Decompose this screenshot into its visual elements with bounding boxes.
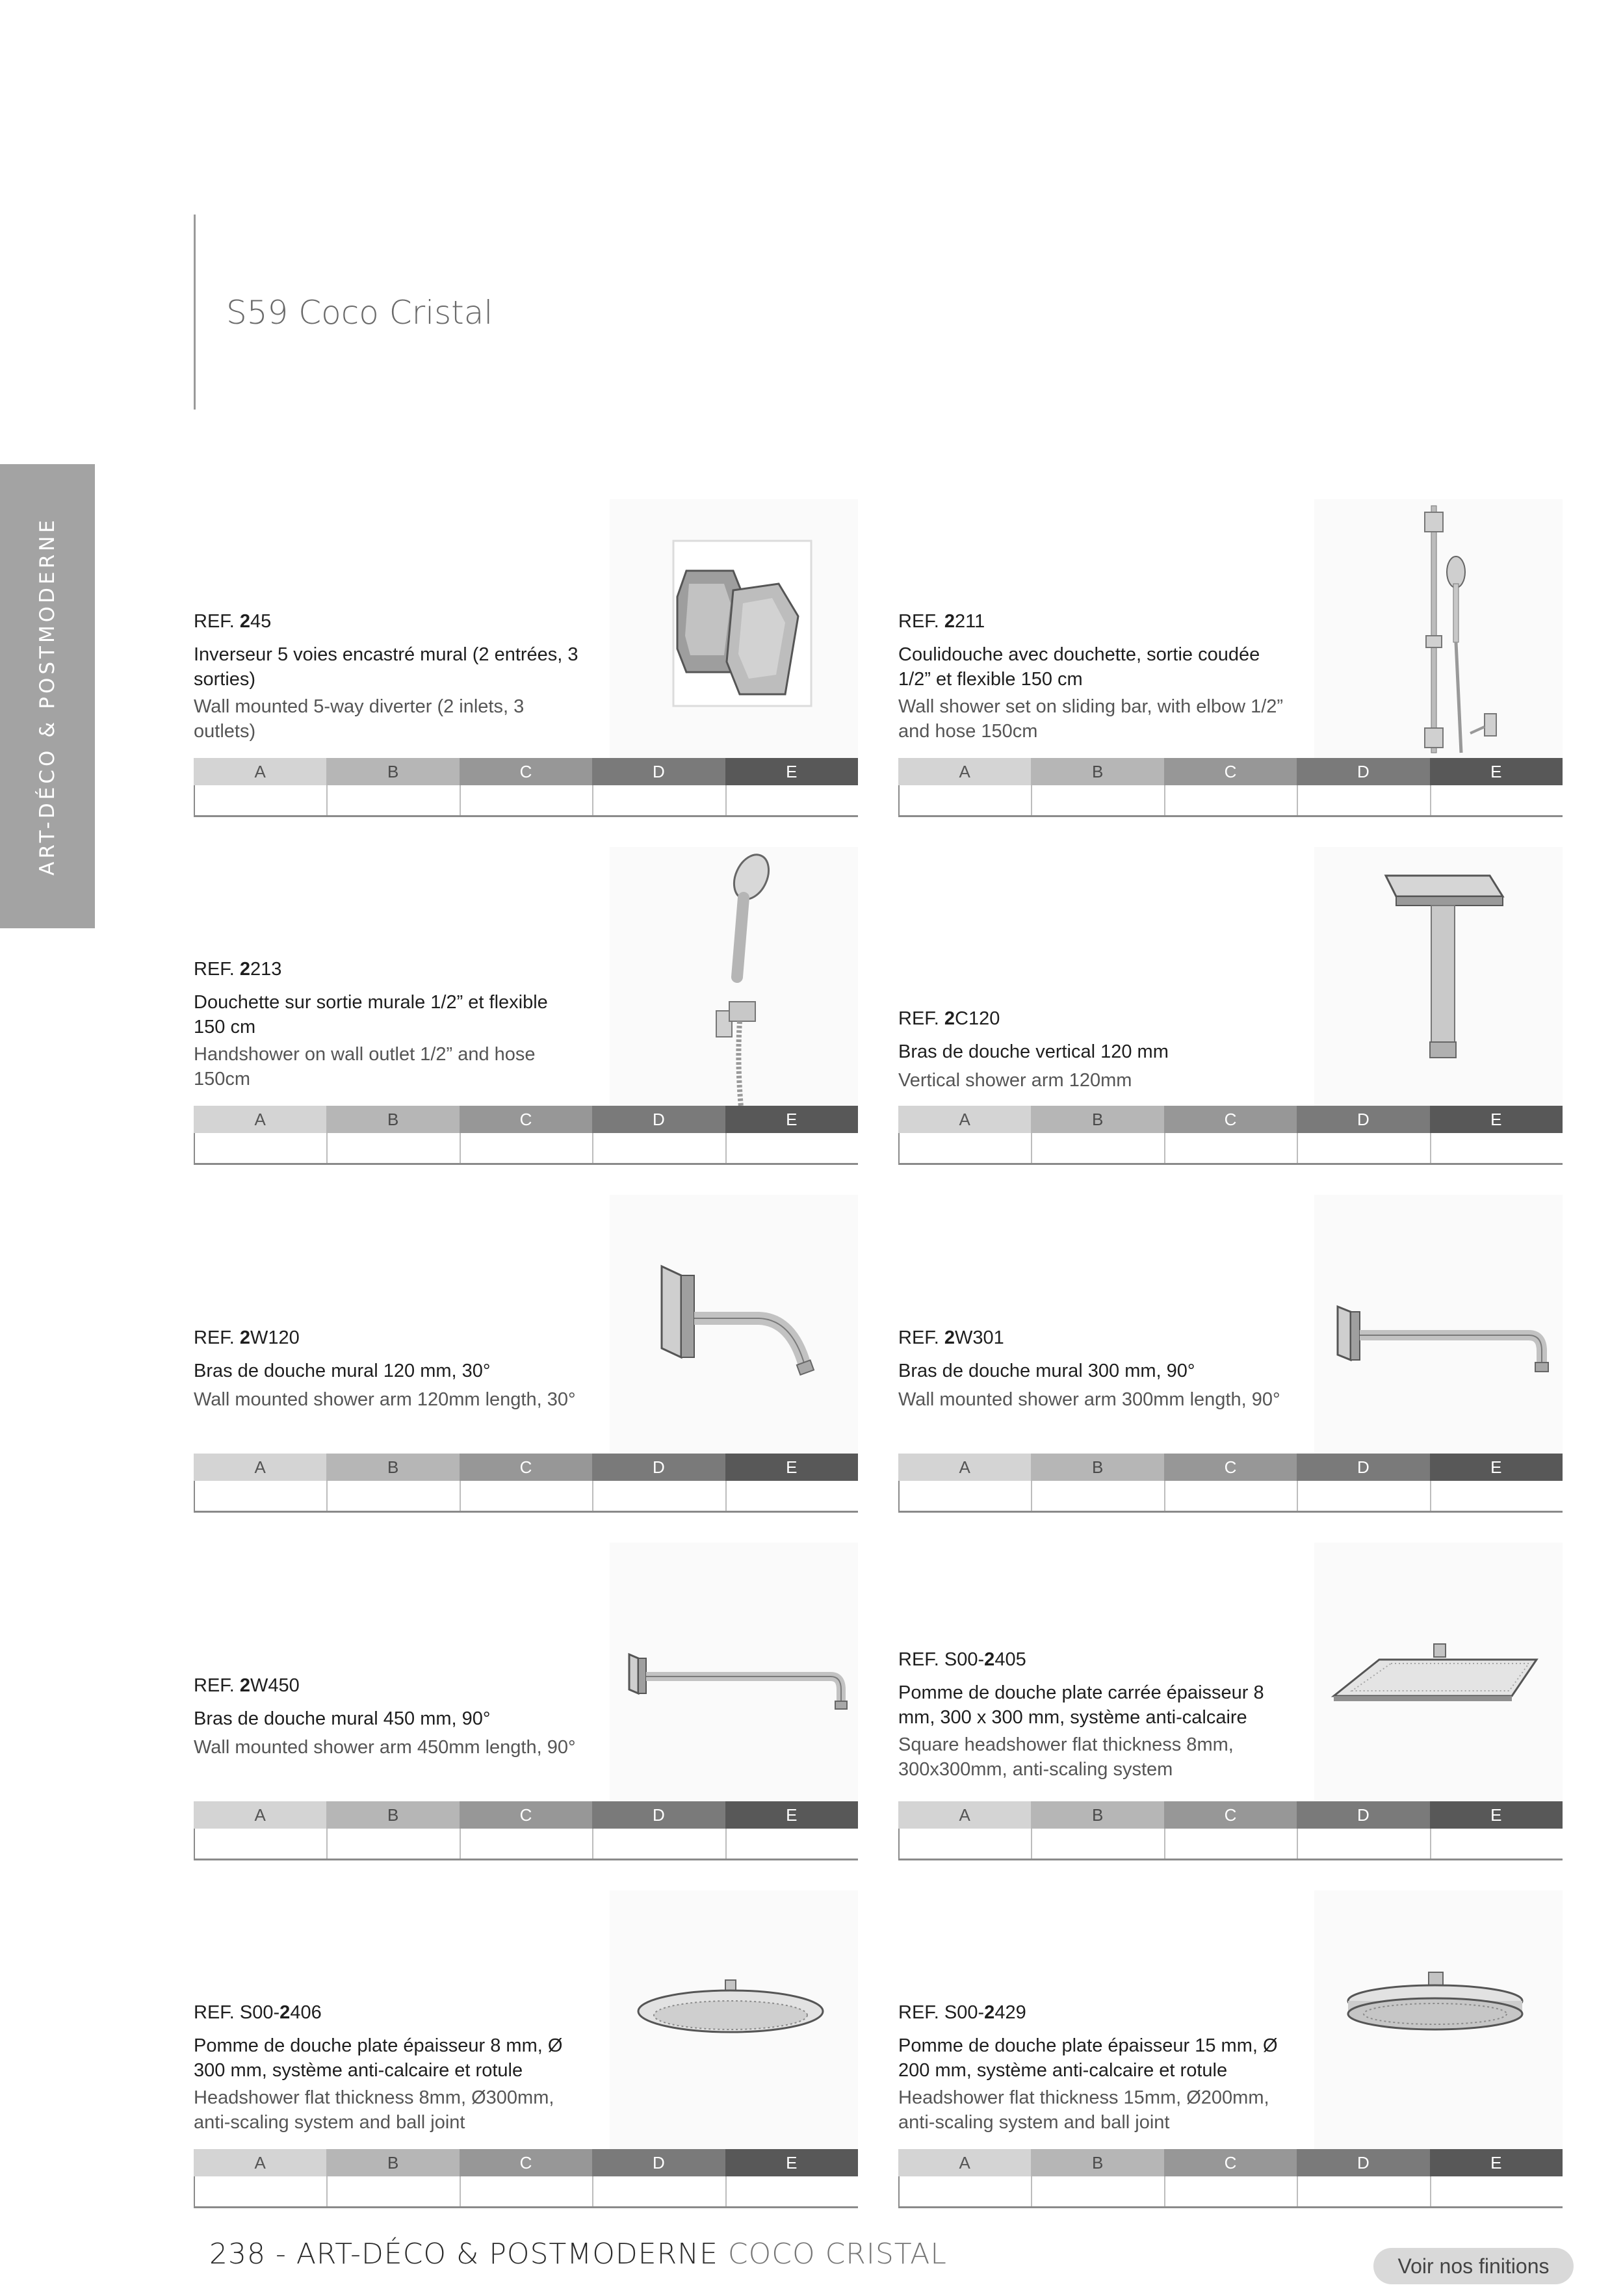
footer-page-label: 238 - ART-DÉCO & POSTMODERNE [209,2237,718,2271]
grade-cell [1164,2176,1297,2206]
handshower-icon [610,847,858,1107]
product-desc-en: Handshower on wall outlet 1/2” and hose 150cm [194,1044,536,1089]
grade-cell [1430,2176,1563,2206]
grade-cell [194,1481,326,1511]
product-image [610,1890,858,2150]
grade-cell [725,2176,858,2206]
sliding-bar-icon [1314,499,1563,759]
grade-label: E [725,1801,858,1829]
grade-cell [326,785,459,815]
grade-cell [460,1133,592,1163]
grade-label: E [1430,1106,1563,1133]
grade-cell [1031,1133,1163,1163]
grade-label: A [194,758,326,785]
grade-label: A [898,1454,1031,1481]
grade-table [898,1454,1563,1512]
grade-label: C [460,1801,592,1829]
grade-label: B [326,1801,459,1829]
product-ref: REF. 2211 [898,611,985,632]
grade-table [194,1454,858,1512]
product-image [1314,847,1563,1107]
grade-cell [1297,1481,1429,1511]
grade-label: B [1031,1106,1163,1133]
grade-label: C [1164,2149,1297,2176]
product-desc-en: Headshower flat thickness 15mm, Ø200mm, anti-scaling system and ball joint [898,2087,1269,2133]
grade-cell [1430,1481,1563,1511]
grade-cell [194,1133,326,1163]
page-footer [209,2237,947,2271]
product-ref: REF. 2W120 [194,1327,300,1348]
grade-cell [898,1133,1031,1163]
grade-cell [460,2176,592,2206]
round-headshower-icon [610,1890,858,2150]
product-desc-fr: Pomme de douche plate carrée épaisseur 8 mm, 300 x 300 mm, système anti-calcaire [898,1682,1264,1728]
grade-label: B [326,2149,459,2176]
grade-cell [592,785,725,815]
product-desc-fr: Douchette sur sortie murale 1/2” et flexible 150 cm [194,992,548,1037]
grade-label: A [194,1106,326,1133]
grade-label: D [592,758,725,785]
grade-label: E [725,1106,858,1133]
product-image [1314,499,1563,759]
grade-label: B [1031,758,1163,785]
product-image [1314,1195,1563,1455]
grade-label: A [898,758,1031,785]
product-ref: REF. S00-2405 [898,1649,1026,1670]
grade-cell [1430,1829,1563,1859]
product-desc-en: Wall mounted 5-way diverter (2 inlets, 3 outlets) [194,696,525,742]
grade-table [898,1801,1563,1860]
grade-cell [1297,1829,1429,1859]
product-ref: REF. 2W301 [898,1327,1004,1348]
grade-table [194,1106,858,1164]
grade-label: D [1297,758,1429,785]
grade-cell [194,785,326,815]
grade-label: C [1164,1106,1297,1133]
grade-cell [1297,2176,1429,2206]
grade-cell [326,1133,459,1163]
grade-cell [1031,2176,1163,2206]
grade-cell [1297,1133,1429,1163]
product-ref: REF. 2213 [194,959,282,980]
grade-label: E [1430,1454,1563,1481]
product-image [1314,1543,1563,1803]
grade-label: D [592,1801,725,1829]
grade-label: D [1297,2149,1429,2176]
grade-table [194,2149,858,2208]
grade-cell [1164,785,1297,815]
product-image [610,1195,858,1455]
product-desc-fr: Bras de douche mural 120 mm, 30° [194,1361,491,1381]
product-desc-fr: Bras de douche mural 450 mm, 90° [194,1708,491,1729]
grade-cell [592,2176,725,2206]
grade-cell [460,785,592,815]
diverter-icon [610,499,858,759]
grade-cell [725,1481,858,1511]
grade-label: C [1164,1454,1297,1481]
grade-label: E [725,1454,858,1481]
product-image [1314,1890,1563,2150]
grade-label: D [592,1106,725,1133]
product-desc-fr: Bras de douche mural 300 mm, 90° [898,1361,1195,1381]
grade-label: B [1031,2149,1163,2176]
grade-cell [898,1829,1031,1859]
grade-cell [1430,785,1563,815]
grade-table [898,758,1563,816]
grade-label: E [1430,2149,1563,2176]
grade-label: E [725,758,858,785]
grade-label: A [898,2149,1031,2176]
ceiling-arm-icon [1314,847,1563,1107]
grade-cell [460,1481,592,1511]
product-image [610,847,858,1107]
grade-label: A [194,1454,326,1481]
grade-label: C [460,1454,592,1481]
product-desc-fr: Inverseur 5 voies encastré mural (2 entrées, 3 sorties) [194,644,578,690]
grade-cell [898,2176,1031,2206]
grade-label: C [460,758,592,785]
grade-cell [460,1829,592,1859]
view-finishes-button[interactable]: Voir nos finitions [1373,2248,1574,2284]
wall-arm-30-icon [610,1195,858,1455]
grade-cell [592,1133,725,1163]
page-title: S59 Coco Cristal [226,294,493,332]
grade-cell [1031,1481,1163,1511]
grade-cell [898,1481,1031,1511]
grade-table [898,1106,1563,1164]
wall-arm-90-icon [1314,1195,1563,1455]
grade-label: A [194,1801,326,1829]
grade-cell [194,2176,326,2206]
grade-cell [1031,785,1163,815]
wall-arm-90-long-icon [610,1543,858,1803]
square-headshower-icon [1314,1543,1563,1803]
grade-cell [326,1481,459,1511]
side-tab-label: ART-DÉCO & POSTMODERNE [36,517,59,876]
round-headshower-small-icon [1314,1890,1563,2150]
grade-label: E [725,2149,858,2176]
grade-label: B [326,1106,459,1133]
product-ref: REF. S00-2406 [194,2002,322,2023]
grade-cell [1164,1829,1297,1859]
product-ref: REF. S00-2429 [898,2002,1026,2023]
grade-cell [1297,785,1429,815]
grade-label: D [1297,1106,1429,1133]
grade-cell [592,1829,725,1859]
grade-label: A [194,2149,326,2176]
product-desc-en: Vertical shower arm 120mm [898,1070,1132,1091]
grade-label: B [326,1454,459,1481]
grade-cell [326,1829,459,1859]
grade-label: D [1297,1801,1429,1829]
grade-label: D [592,2149,725,2176]
grade-label: A [898,1801,1031,1829]
product-ref: REF. 2C120 [898,1008,1000,1029]
grade-label: C [1164,758,1297,785]
footer-collection: COCO CRISTAL [727,2237,947,2271]
grade-cell [1430,1133,1563,1163]
grade-table [194,1801,858,1860]
product-desc-en: Wall mounted shower arm 120mm length, 30° [194,1389,576,1410]
product-image [610,1543,858,1803]
product-desc-fr: Bras de douche vertical 120 mm [898,1041,1169,1062]
grade-cell [898,785,1031,815]
grade-label: E [1430,758,1563,785]
grade-cell [1164,1481,1297,1511]
title-rule [194,215,196,410]
product-desc-fr: Coulidouche avec douchette, sortie coudée 1/2” et flexible 150 cm [898,644,1260,690]
product-ref: REF. 2W450 [194,1675,300,1696]
grade-table [898,2149,1563,2208]
grade-cell [725,785,858,815]
grade-label: C [460,2149,592,2176]
product-desc-en: Square headshower flat thickness 8mm, 300x300mm, anti-scaling system [898,1734,1234,1780]
product-desc-en: Wall shower set on sliding bar, with elbow 1/2” and hose 150cm [898,696,1284,742]
grade-label: B [1031,1801,1163,1829]
product-desc-fr: Pomme de douche plate épaisseur 8 mm, Ø 300 mm, système anti-calcaire et rotule [194,2035,563,2081]
grade-label: C [460,1106,592,1133]
product-desc-fr: Pomme de douche plate épaisseur 15 mm, Ø 200 mm, système anti-calcaire et rotule [898,2035,1278,2081]
grade-cell [725,1133,858,1163]
grade-cell [194,1829,326,1859]
grade-label: D [1297,1454,1429,1481]
grade-label: C [1164,1801,1297,1829]
grade-cell [326,2176,459,2206]
product-desc-en: Wall mounted shower arm 450mm length, 90° [194,1737,576,1758]
product-desc-en: Wall mounted shower arm 300mm length, 90° [898,1389,1280,1410]
grade-table [194,758,858,816]
grade-label: B [1031,1454,1163,1481]
product-image [610,499,858,759]
grade-cell [725,1829,858,1859]
grade-label: B [326,758,459,785]
grade-cell [1031,1829,1163,1859]
product-ref: REF. 245 [194,611,272,632]
grade-cell [592,1481,725,1511]
product-desc-en: Headshower flat thickness 8mm, Ø300mm, anti-scaling system and ball joint [194,2087,554,2133]
grade-label: A [898,1106,1031,1133]
grade-label: E [1430,1801,1563,1829]
grade-cell [1164,1133,1297,1163]
grade-label: D [592,1454,725,1481]
section-side-tab [0,464,95,928]
